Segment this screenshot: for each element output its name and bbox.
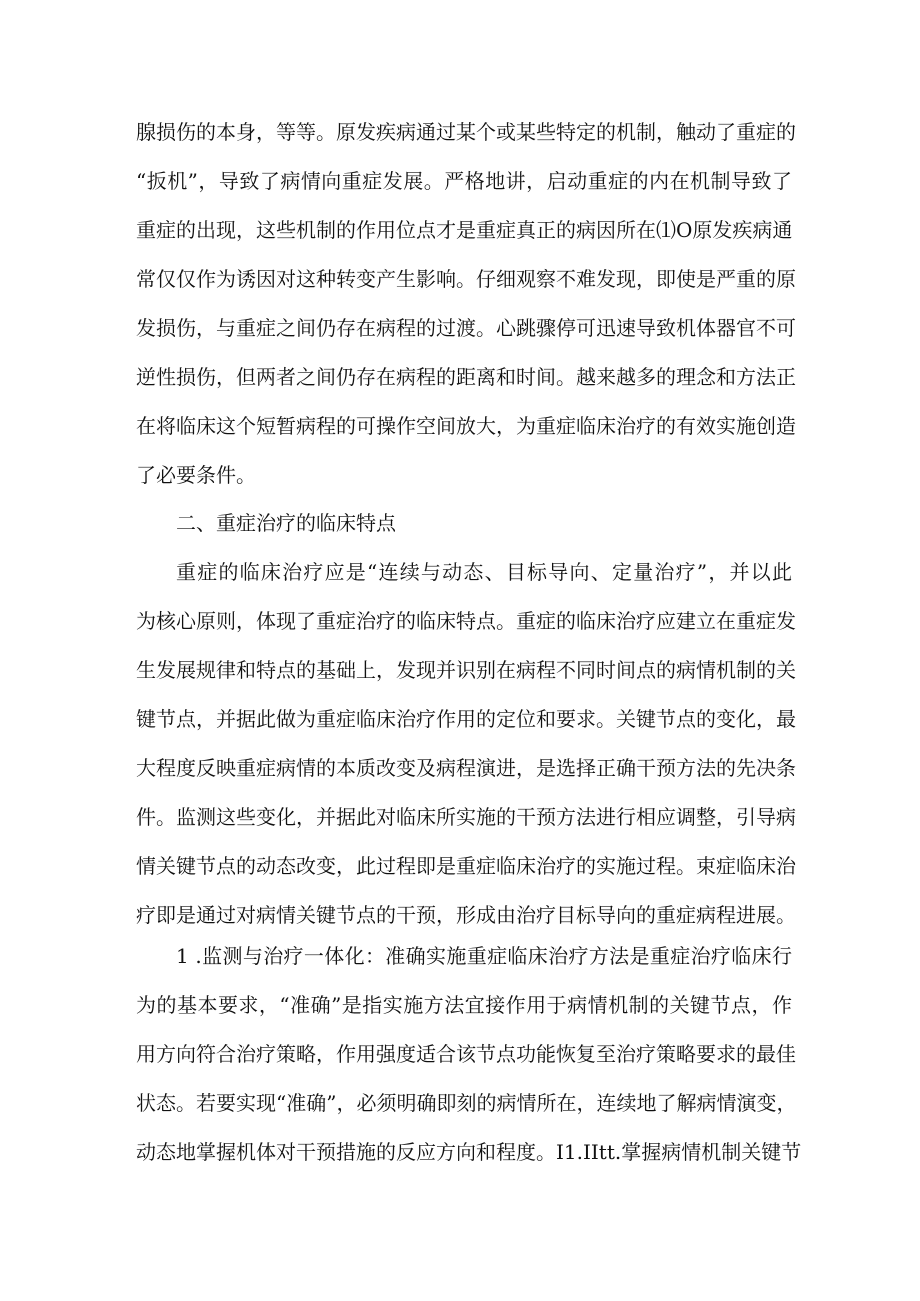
text-line: 逆性损伤，但两者之间仍存在病程的距离和时间。越来越多的理念和方法正 xyxy=(136,365,796,389)
text-line: 腺损伤的本身，等等。原发疾病通过某个或某些特定的机制，触动了重症的 xyxy=(136,120,796,144)
text-line: 了必要条件。 xyxy=(136,463,256,487)
text-line: 键节点，并据此做为重症临床治疗作用的定位和要求。关键节点的变化，最 xyxy=(136,707,796,731)
text-line: 疗即是通过对病情关键节点的干预，形成由治疗目标导向的重症病程进展。 xyxy=(136,903,796,927)
text-line: “扳机”，导致了病情向重症发展。严格地讲，启动重症的内在机制导致了 xyxy=(136,169,792,193)
paragraph-1 xyxy=(136,108,796,500)
text-line: 为的基本要求，“准确”是指实施方法宜接作用于病情机制的关键节点，作 xyxy=(136,993,792,1017)
text-line: 动态地掌握机体对干预措施的反应方向和程度。I1.IItt.掌握病情机制关键节 xyxy=(136,1140,802,1164)
text-line: 常仅仅作为诱因对这种转变产生影响。仔细观察不难发现，即使是严重的原 xyxy=(136,267,796,291)
section-heading-block xyxy=(136,499,792,548)
text-line: 状态。若要实现“准确”，必须明确即刻的病情所在，连续地了解病情演变， xyxy=(136,1091,797,1115)
text-line: 在将临床这个短暂病程的可操作空间放大，为重症临床治疗的有效实施创造 xyxy=(136,414,796,438)
text-line: 1 .监测与治疗一体化：准确实施重症临床治疗方法是重症治疗临床行 xyxy=(176,944,792,968)
text-line: 用方向符合治疗策略，作用强度适合该节点功能恢复至治疗策略要求的最佳 xyxy=(136,1042,796,1066)
text-line: 件。监测这些变化，并据此对临床所实施的干预方法进行相应调整，引导病 xyxy=(136,805,796,829)
paragraph-3 xyxy=(136,932,802,1177)
text-line: 情关键节点的动态改变，此过程即是重症临床治疗的实施过程。束症临床治 xyxy=(136,854,796,878)
text-line: 生发展规律和特点的基础上，发现并识别在病程不同时间点的病情机制的关 xyxy=(136,658,796,682)
text-line: 重症的出现，这些机制的作用位点才是重症真正的病因所在⑴O原发疾病通 xyxy=(136,218,793,242)
paragraph-2 xyxy=(136,548,796,940)
text-line: 为核心原则，体现了重症治疗的临床特点。重症的临床治疗应建立在重症发 xyxy=(136,609,796,633)
section-heading: 二、重症治疗的临床特点 xyxy=(176,511,396,535)
text-line: 重症的临床治疗应是“连续与动态、目标导向、定量治疗”，并以此 xyxy=(176,560,792,584)
text-line: 大程度反映重症病情的本质改变及病程演进，是选择正确干预方法的先决条 xyxy=(136,756,796,780)
text-line: 发损伤，与重症之间仍存在病程的过渡。心跳骤停可迅速导致机体器官不可 xyxy=(136,316,796,340)
